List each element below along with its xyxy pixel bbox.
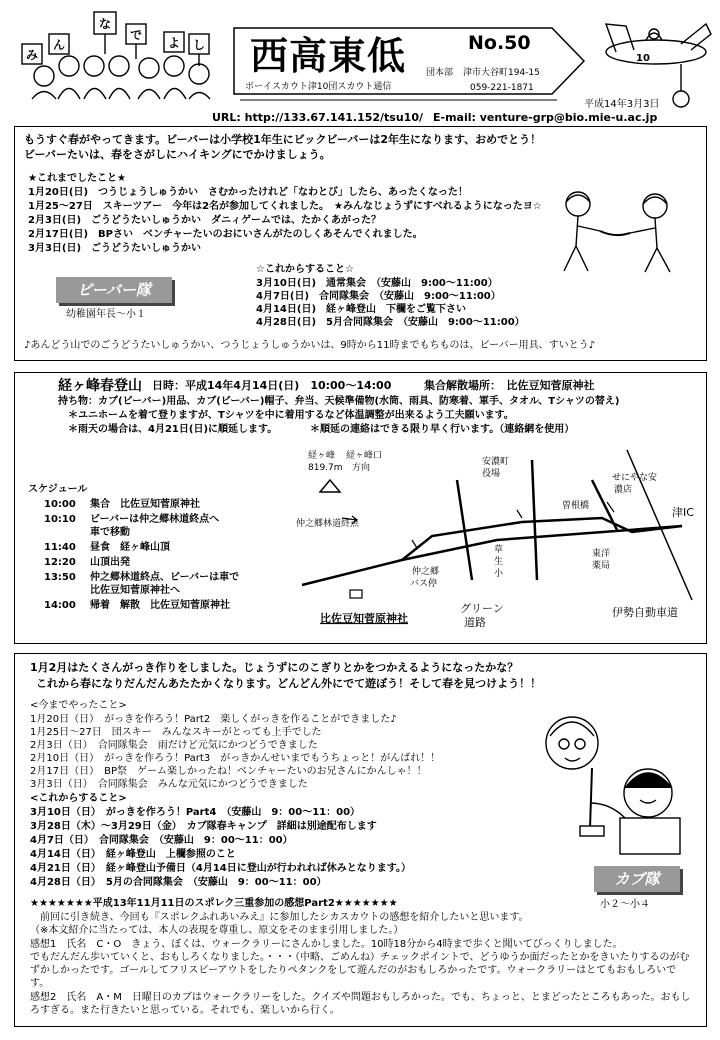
beaver-done-item: 1月25～27日 スキーツアー 今年は2名が参加してくれました。 ★みんなじょうずにすべれるようになったヨ☆ bbox=[28, 201, 542, 212]
cub-done-item: 3月3日（日） 合同隊集会 みんな元気にかつどうできました bbox=[30, 779, 308, 790]
cub-todo-item: 3月10日（日） がっきを作ろう！Part4 （安藤山 9：00～11：00） bbox=[30, 807, 361, 818]
map-toyo-2: 薬局 bbox=[592, 561, 611, 571]
crowd-sign-2: ん bbox=[52, 38, 66, 52]
scout-crowd-illustration bbox=[14, 4, 234, 104]
schedule-time: 10:00 bbox=[44, 499, 76, 510]
crowd-sign-6: し bbox=[192, 38, 206, 52]
beaver-troop-badge: ビーバー隊 bbox=[56, 277, 172, 303]
cub-done-item: 2月10日（日） がっきを作ろう！Part3 がっきかんせいまでもうちょっと！がんばれ！！ bbox=[30, 753, 441, 764]
map-busstop-2: バス停 bbox=[410, 579, 438, 589]
crowd-sign-3: な bbox=[98, 17, 112, 31]
beaver-intro-1: もうすぐ春がやってきます。ビーバーは小学校1年生にビックビーバーは2年生になります、おめでとう！ bbox=[24, 133, 542, 146]
cub-todo-heading: <これからすること> bbox=[30, 793, 127, 804]
schedule-activity: 仲之郷林道終点、ビーバーは車で bbox=[90, 572, 240, 583]
schedule-time: 12:20 bbox=[44, 557, 76, 568]
peak-marker-icon bbox=[320, 480, 340, 492]
crowd-sign-4: で bbox=[129, 28, 143, 42]
newsletter-subtitle: ボーイスカウト津10団スカウト通信 bbox=[245, 82, 392, 92]
beaver-age-range: 幼稚園年長～小１ bbox=[66, 309, 146, 320]
beaver-todo-item: 4月14日(日) 経ヶ峰登山 下欄をご覧下さい bbox=[256, 304, 467, 315]
beaver-done-item: 1月20日(日) つうじょうしゅうかい さむかったけれど「なわとび」したら、あったくなった！ bbox=[28, 187, 468, 198]
report-line: 感想1 氏名 C・O きょう、ぼくは、ウォークラリーにさんかしました。10時18分から4時まで歩くと聞いてびっくりしました。 bbox=[30, 939, 623, 950]
hike-items: 持ち物：カブ(ビーバー)用品、カブ(ビーバー)帽子、弁当、天候準備物(水筒、雨具、防寒着、軍手、タオル、Tシャツの替え) bbox=[58, 396, 620, 407]
map-toyo: 東洋 bbox=[592, 549, 611, 559]
plane-number: 10 bbox=[636, 53, 650, 64]
map-highway: 伊勢自動車道 bbox=[612, 606, 678, 619]
map-peak-direction: 経ヶ峰口 bbox=[346, 451, 383, 461]
schedule-activity: 比佐豆知菅原神社へ bbox=[90, 585, 180, 596]
report-line: でもだんだん歩いていくと、おもしろくなりました。・・・（中略、ごめんね）チェックポイントで、どうゆうか面だったとかをきいたりするのがむずかしかったです。ゴールしてフリスビーアウトをしたりペタンクをして遊んだのがおもしろかったです。ウォークラリーはとてもおもしろいです。 bbox=[30, 952, 690, 989]
map-green-road: グリーン bbox=[460, 602, 504, 615]
map-office: 安濃町 bbox=[482, 457, 510, 467]
map-green-road-2: 道路 bbox=[464, 616, 486, 629]
beaver-done-item: 3月3日(日) ごうどうたいしゅうかい bbox=[28, 243, 202, 254]
tug-of-war-illustration bbox=[540, 186, 700, 281]
schedule-activity: 帰着 解散 比佐豆知菅原神社 bbox=[90, 600, 230, 611]
shrine-marker-icon bbox=[350, 590, 362, 598]
schedule-time: 13:50 bbox=[44, 572, 76, 583]
map-peak-name: 経ヶ峰 bbox=[308, 451, 336, 461]
hike-datetime: 日時：平成14年4月14日(日) 10:00～14:00 bbox=[152, 379, 392, 392]
schedule-activity: 車で移動 bbox=[90, 527, 130, 538]
issue-date: 平成14年3月3日 bbox=[584, 99, 660, 110]
beaver-done-item: 2月17日(日) BPさい ベンチャーたいのおにいさんがたのしくあそんでくれました。 bbox=[28, 229, 423, 240]
science-illustration bbox=[530, 708, 700, 858]
crowd-sign-1: み bbox=[25, 48, 39, 62]
office-label: 団本部 bbox=[426, 68, 454, 78]
schedule-time: 10:10 bbox=[44, 514, 76, 525]
schedule-activity: 昼食 経ヶ峰山頂 bbox=[90, 542, 170, 553]
map-school-3: 小 bbox=[494, 569, 504, 579]
beaver-intro-2: ビーバーたいは、春をさがしにハイキングにでかけましょう。 bbox=[24, 148, 331, 161]
cub-todo-item: 4月28日（日） 5月の合同隊集会 （安藤山 9：00～11：00） bbox=[30, 877, 327, 888]
map-office-2: 役場 bbox=[482, 469, 501, 479]
report-line: 感想2 氏名 A・M 日曜日のカブはウォークラリーをした。クイズや問題おもしろかった。でも、ちょっと、とまどったところもあった。おもしろすぎる。また行きたいと思っている。それでも、楽しいから行く。 bbox=[30, 992, 691, 1016]
map-school-2: 生 bbox=[494, 557, 504, 567]
map-rindo-end: 仲之郷林道終点 bbox=[296, 519, 360, 529]
hike-meeting-place: 集合解散場所： 比佐豆知菅原神社 bbox=[424, 379, 595, 392]
schedule-activity: 集合 比佐豆知菅原神社 bbox=[90, 499, 200, 510]
crowd-sign-5: よ bbox=[167, 36, 181, 50]
map-station-2: 濃店 bbox=[614, 485, 633, 495]
newsletter-title: 西高東低 bbox=[250, 33, 407, 78]
beaver-todo-item: 4月7日(日) 合同隊集会 （安藤山 9:00～11:00） bbox=[256, 291, 501, 302]
beaver-done-heading: ★これまでしたこと★ bbox=[28, 173, 126, 184]
cub-todo-item: 4月21日（日） 経ヶ峰登山予備日（4月14日に登山が行われれば休みとなります。） bbox=[30, 863, 411, 874]
cub-done-item: 2月17日（日） BP祭 ゲーム楽しかったね！ベンチャーたいのお兄さんにかんしゃ！！ bbox=[30, 766, 427, 777]
issue-number: No.50 bbox=[468, 32, 531, 54]
schedule-activity: 山頂出発 bbox=[90, 557, 130, 568]
hike-title: 経ヶ峰春登山 bbox=[58, 378, 142, 394]
schedule-time: 14:00 bbox=[44, 600, 76, 611]
report-line: （※本文紹介に当たっては、本人の表現を尊重し、原文をそのまま引用しました。） bbox=[30, 925, 404, 936]
hike-note-uniform: ＊ユニホームを着て登りますが、Tシャツを中に着用するなど体温調整が出来るよう工夫願います。 bbox=[68, 410, 514, 421]
map-school-1: 草 bbox=[494, 545, 504, 555]
cub-age-range: 小２～小４ bbox=[600, 899, 650, 910]
map-peak-direction-2: 方向 bbox=[352, 463, 371, 473]
website-url: URL: http://133.67.141.152/tsu10/ bbox=[212, 111, 424, 124]
contact-email: E-mail: venture-grp@bio.mie-u.ac.jp bbox=[433, 111, 658, 124]
map-busstop: 仲之郷 bbox=[412, 567, 440, 577]
beaver-footer-note: ♪あんどう山でのごうどうたいしゅうかい、つうじょうしゅうかいは、9時から11時までもちものは、ビーバー用具、すいとう♪ bbox=[24, 340, 595, 351]
beaver-done-item: 2月3日(日) ごうどうたいしゅうかい ダニィゲームでは、たかくあがった？ bbox=[28, 215, 382, 226]
map-shrine: 比佐豆知菅原神社 bbox=[320, 612, 408, 625]
cub-done-item: 2月3日（日） 合同隊集会 雨だけど元気にかつどうできました bbox=[30, 740, 318, 751]
cub-intro-2: これから春になりだんだんあたたかくなります。どんどん外にでて遊ぼう！そして春を見つけよう！！ bbox=[36, 677, 542, 690]
map-sonehashi: 曽根橋 bbox=[562, 501, 590, 511]
map-station: せにやな安 bbox=[612, 473, 658, 483]
hike-note-contact: ＊順延の連絡はできる限り早く行います。（連絡網を使用） bbox=[310, 424, 575, 435]
office-phone: 059-221-1871 bbox=[470, 83, 534, 93]
cub-done-heading: <今までやったこと> bbox=[30, 700, 127, 711]
hike-note-rain: ＊雨天の場合は、4月21日(日)に順延します。 bbox=[68, 424, 278, 435]
schedule-activity: ビーバーは仲之郷林道終点へ bbox=[90, 514, 220, 525]
airplane-illustration bbox=[596, 4, 716, 109]
cub-todo-item: 4月7日（日） 合同隊集会 （安藤山 9：00～11：00） bbox=[30, 835, 293, 846]
cub-intro-1: 1月2月はたくさんがっき作りをしました。じょうずにのこぎりとかをつかえるようになったかな？ bbox=[30, 661, 519, 674]
route-map bbox=[282, 440, 702, 640]
schedule-time: 11:40 bbox=[44, 542, 76, 553]
beaver-todo-item: 4月28日(日) 5月合同隊集会 （安藤山 9:00～11:00） bbox=[256, 317, 525, 328]
report-heading: ★★★★★★★平成13年11月11日のスポレク三重参加の感想Part2★★★★★★★ bbox=[30, 898, 398, 909]
office-address: 津市大谷町194-15 bbox=[463, 68, 540, 78]
schedule-heading: スケジュール bbox=[28, 484, 88, 495]
beaver-todo-heading: ☆これからすること☆ bbox=[256, 264, 354, 275]
map-peak-elevation: 819.7m bbox=[308, 463, 343, 473]
beaver-todo-item: 3月10日(日) 通常集会 （安藤山 9:00～11:00） bbox=[256, 278, 498, 289]
map-tsu-ic: 津IC bbox=[672, 506, 694, 519]
report-line: 前回に引き続き、今回も『スポレクふれあいみえ』に参加したシカスカウトの感想を紹介したいと思います。 bbox=[40, 912, 529, 923]
cub-done-item: 1月20日（日） がっきを作ろう！Part2 楽しくがっきを作ることができました♪ bbox=[30, 714, 397, 725]
cub-troop-badge: カブ隊 bbox=[594, 866, 680, 892]
cub-todo-item: 4月14日（日） 経ヶ峰登山 上欄参照のこと bbox=[30, 849, 236, 860]
cub-todo-item: 3月28日（木）～3月29日（金） カブ隊春キャンプ 詳細は別途配布します bbox=[30, 821, 377, 832]
cub-done-item: 1月25日～27日 団スキー みんなスキーがとっても上手でした bbox=[30, 727, 322, 738]
